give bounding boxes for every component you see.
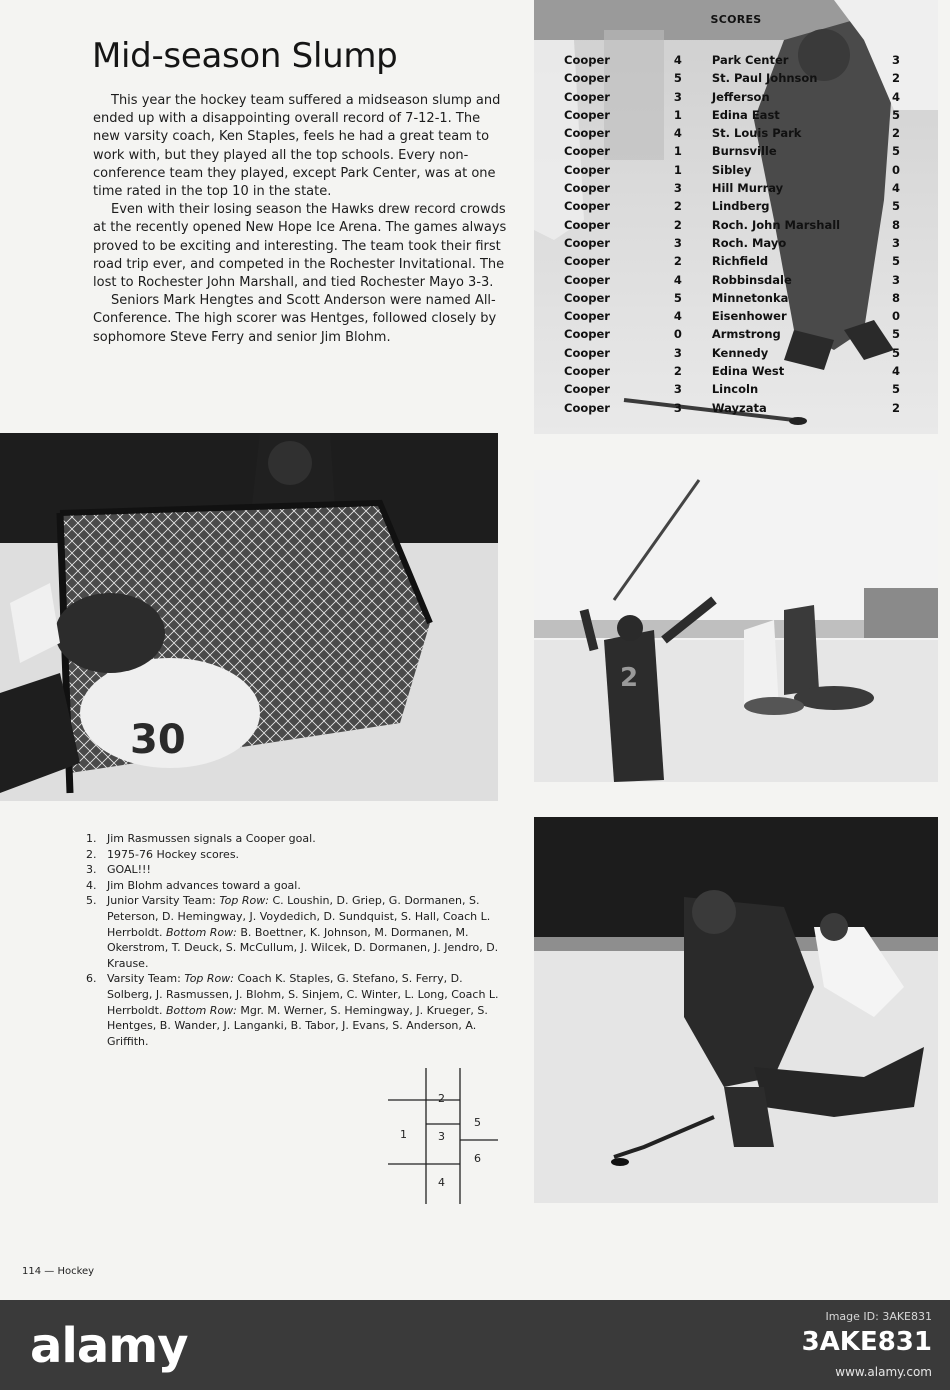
caption-number: 4. — [86, 878, 97, 892]
team-score: 4 — [673, 309, 682, 324]
opponent-score: 4 — [891, 181, 900, 196]
caption-number: 6. — [86, 972, 97, 986]
team-name: Cooper — [564, 162, 610, 177]
layout-key-label: 4 — [438, 1176, 445, 1189]
score-row — [564, 216, 900, 234]
score-row — [564, 142, 900, 160]
opponent-name: St. Louis Park — [711, 126, 802, 141]
team-score: 3 — [673, 235, 682, 250]
opponent-score: 2 — [891, 400, 900, 415]
team-score: 2 — [673, 199, 682, 214]
score-row — [564, 234, 900, 252]
opponent-name: Burnsville — [711, 144, 777, 159]
page-title: Mid-season Slump — [92, 36, 398, 76]
team-score: 4 — [673, 53, 682, 67]
layout-key-label: 1 — [400, 1128, 407, 1141]
opponent-name: Park Center — [711, 53, 789, 67]
layout-key-label: 5 — [474, 1116, 481, 1129]
layout-key-label: 3 — [438, 1130, 445, 1143]
caption-number: 2. — [86, 847, 97, 861]
team-score: 3 — [673, 345, 682, 360]
caption-text: Junior Varsity Team: — [107, 894, 220, 908]
photo-captions — [86, 831, 501, 1049]
score-row — [564, 197, 900, 215]
caption-text: Jim Rasmussen signals a Cooper goal. — [107, 832, 316, 845]
caption-item — [86, 971, 501, 1049]
jersey-number-goal: 30 — [130, 717, 186, 763]
team-name: Cooper — [564, 217, 610, 232]
caption-text: B. Boettner, K. Johnson, M. Dormanen, M. Okerstrom, T. Deuck, S. McCullum, J. Wilcek, D. Dormanen, J. Jendro, D. Krause. — [107, 925, 499, 970]
score-row — [564, 51, 900, 69]
opponent-name: Lindberg — [711, 199, 770, 214]
opponent-name: Roch. Mayo — [711, 235, 787, 250]
layout-key-label: 2 — [438, 1092, 445, 1105]
opponent-score: 3 — [891, 53, 900, 67]
opponent-score: 8 — [891, 217, 900, 232]
team-name: Cooper — [564, 235, 610, 250]
caption-text: 1975-76 Hockey scores. — [107, 847, 240, 861]
caption-item — [86, 862, 501, 878]
score-row — [564, 344, 900, 362]
opponent-score: 4 — [891, 364, 900, 379]
image-id-label: Image ID: 3AKE831 — [825, 1310, 932, 1323]
opponent-name: Robbinsdale — [711, 272, 792, 287]
jersey-number-celebrate: 2 — [620, 663, 639, 693]
brand-logo: alamy — [30, 1318, 188, 1374]
team-name: Cooper — [564, 199, 610, 214]
site-url: www.alamy.com — [835, 1365, 932, 1379]
opponent-name: Minnetonka — [711, 290, 789, 305]
team-name: Cooper — [564, 89, 610, 104]
team-name: Cooper — [564, 144, 610, 159]
team-score: 4 — [673, 126, 682, 141]
caption-row-label: Bottom Row: — [165, 925, 237, 939]
celebration-photo — [534, 470, 938, 782]
team-name: Cooper — [564, 126, 610, 141]
caption-item — [86, 847, 501, 863]
opponent-score: 5 — [891, 144, 900, 159]
opponent-score: 4 — [891, 89, 900, 104]
team-score: 5 — [673, 290, 682, 305]
opponent-score: 0 — [891, 162, 900, 177]
opponent-name: Jefferson — [711, 89, 770, 104]
score-row — [564, 88, 900, 106]
opponent-name: Armstrong — [711, 327, 781, 342]
team-name: Cooper — [564, 400, 610, 415]
score-row — [564, 252, 900, 270]
caption-text: Varsity Team: — [107, 972, 185, 986]
scores-box — [534, 0, 938, 434]
team-name: Cooper — [564, 345, 610, 360]
team-name: Cooper — [564, 71, 610, 86]
score-row — [564, 271, 900, 289]
opponent-name: Richfield — [711, 254, 769, 269]
score-row — [564, 161, 900, 179]
team-score: 2 — [673, 217, 682, 232]
layout-key-label: 6 — [474, 1152, 481, 1165]
caption-number: 3. — [86, 863, 97, 877]
team-name: Cooper — [564, 290, 610, 305]
team-score: 3 — [673, 181, 682, 196]
caption-number: 5. — [86, 894, 97, 908]
opponent-name: St. Paul Johnson — [711, 71, 818, 86]
opponent-score: 5 — [891, 345, 900, 360]
caption-text: Jim Blohm advances toward a goal. — [107, 878, 301, 892]
image-id-code: 3AKE831 — [801, 1327, 932, 1357]
opponent-name: Edina West — [711, 364, 785, 379]
scores-table — [564, 51, 900, 417]
watermark-bar — [0, 1300, 950, 1390]
page-folio: 114 — Hockey — [22, 1266, 95, 1277]
opponent-score: 5 — [891, 254, 900, 269]
opponent-score: 5 — [891, 382, 900, 397]
opponent-score: 3 — [891, 272, 900, 287]
score-row — [564, 69, 900, 87]
article-paragraph: Seniors Mark Hengtes and Scott Anderson were named All-Conference. The high scorer was Hentges, followed closely by sophomore Steve Ferry and senior Jim Blohm. — [93, 293, 497, 345]
score-row — [564, 399, 900, 417]
caption-row-label: Bottom Row: — [165, 1003, 237, 1017]
caption-row-label: Top Row: — [184, 972, 234, 986]
caption-text: GOAL!!! — [107, 863, 151, 877]
team-name: Cooper — [564, 107, 610, 122]
team-score: 3 — [673, 400, 682, 415]
goal-photo — [0, 433, 498, 801]
caption-item — [86, 831, 501, 847]
opponent-name: Lincoln — [711, 382, 759, 397]
opponent-name: Hill Murray — [711, 181, 784, 196]
photo-layout-key — [386, 1068, 500, 1204]
opponent-score: 5 — [891, 327, 900, 342]
skater-photo — [534, 817, 938, 1203]
opponent-name: Kennedy — [711, 345, 769, 360]
scores-title: SCORES — [710, 13, 762, 26]
caption-text: Mgr. M. Werner, S. Hemingway, J. Krueger, S. Hentges, B. Wander, J. Langanki, B. Tabor, J. Evans, S. Anderson, A. Griffith. — [107, 1003, 488, 1048]
team-score: 3 — [673, 382, 682, 397]
opponent-score: 2 — [891, 126, 900, 141]
score-row — [564, 362, 900, 380]
caption-row-label: Top Row: — [219, 894, 269, 908]
score-row — [564, 325, 900, 343]
opponent-score: 5 — [891, 199, 900, 214]
opponent-name: Eisenhower — [711, 309, 787, 324]
article-paragraph: This year the hockey team suffered a midseason slump and ended up with a disappointing overall record of 7-12-1. The new varsity coach, Ken Staples, feels he had a great team to work with, but they played all the top schools. Every non-conference team they played, except Park Center, was at one time rated in the top 10 in the state. — [93, 93, 501, 200]
article-paragraph: Even with their losing season the Hawks drew record crowds at the recently opened New Hope Ice Arena. The games always proved to be exciting and interesting. The team took their first road trip ever, and competed in the Rochester Invitational. The lost to Rochester John Marshall, and tied Rochester Mayo 3-3. — [93, 202, 507, 291]
score-row — [564, 307, 900, 325]
score-row — [564, 179, 900, 197]
score-row — [564, 380, 900, 398]
opponent-name: Edina East — [711, 107, 780, 122]
team-name: Cooper — [564, 181, 610, 196]
team-name: Cooper — [564, 327, 610, 342]
opponent-score: 0 — [891, 309, 900, 324]
team-score: 2 — [673, 254, 682, 269]
team-score: 5 — [673, 71, 682, 86]
team-score: 4 — [673, 272, 682, 287]
caption-number: 1. — [86, 832, 97, 845]
score-row — [564, 124, 900, 142]
team-score: 1 — [673, 144, 682, 159]
team-name: Cooper — [564, 272, 610, 287]
opponent-score: 2 — [891, 71, 900, 86]
opponent-name: Roch. John Marshall — [711, 217, 841, 232]
team-score: 1 — [673, 162, 682, 177]
team-name: Cooper — [564, 254, 610, 269]
caption-text: Coach K. Staples, G. Stefano, S. Ferry, D. Solberg, J. Rasmussen, J. Blohm, S. Sinjem, C. Winter, L. Long, Coach L. Herrboldt. — [107, 972, 499, 1017]
team-name: Cooper — [564, 309, 610, 324]
team-name: Cooper — [564, 364, 610, 379]
caption-item — [86, 893, 501, 971]
team-score: 2 — [673, 364, 682, 379]
team-name: Cooper — [564, 53, 610, 67]
opponent-score: 5 — [891, 107, 900, 122]
score-row — [564, 289, 900, 307]
opponent-name: Sibley — [711, 162, 752, 177]
article-body — [93, 92, 507, 347]
team-score: 0 — [673, 327, 682, 342]
score-row — [564, 106, 900, 124]
caption-item — [86, 878, 501, 894]
caption-text: C. Loushin, D. Griep, G. Dormanen, S. Peterson, D. Hemingway, J. Voydedich, D. Sundquist, S. Hall, Coach L. Herrboldt. — [107, 894, 491, 939]
team-score: 3 — [673, 89, 682, 104]
team-name: Cooper — [564, 382, 610, 397]
opponent-name: Wayzata — [711, 400, 767, 415]
team-score: 1 — [673, 107, 682, 122]
opponent-score: 8 — [891, 290, 900, 305]
image-id-block — [802, 1310, 932, 1379]
opponent-score: 3 — [891, 235, 900, 250]
